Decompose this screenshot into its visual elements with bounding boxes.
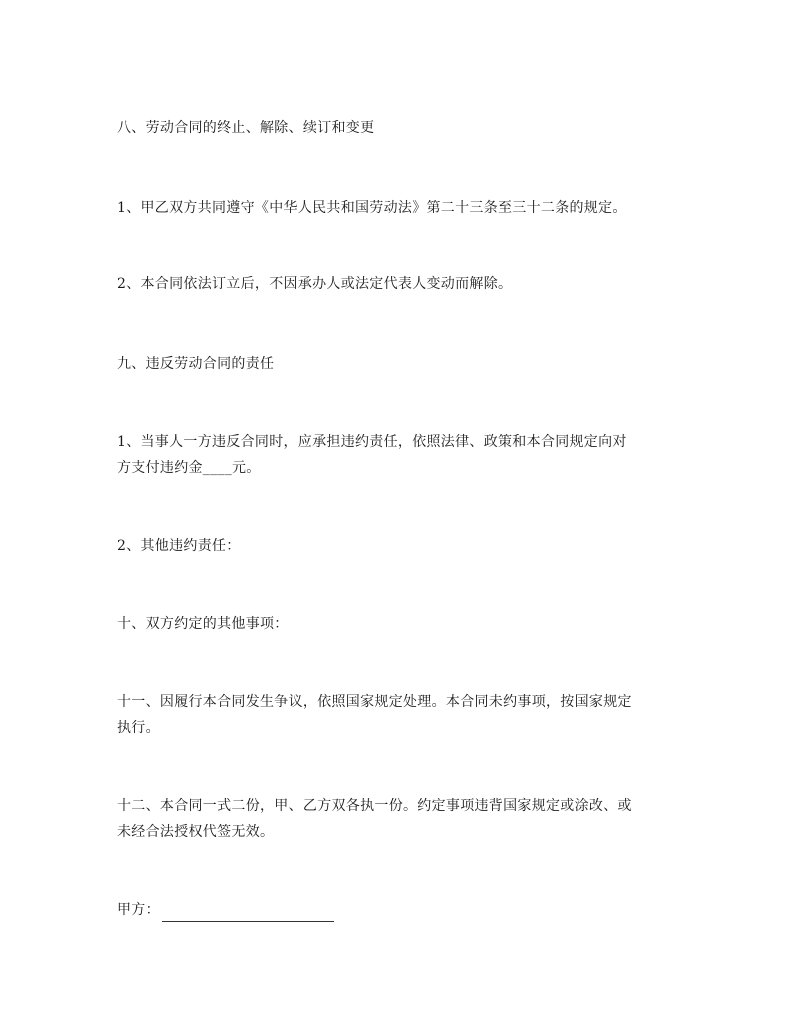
party-a-signature-blank[interactable] — [162, 905, 334, 922]
section-9-item-2: 2、其他违约责任： — [117, 538, 241, 554]
party-a-signature-row — [117, 898, 687, 922]
party-a-label: 甲方： — [117, 902, 160, 918]
section-11-line-1: 十一、因履行本合同发生争议，依照国家规定处理。本合同未约事项，按国家规定 — [117, 694, 632, 710]
section-12-line-2: 未经合法授权代签无效。 — [117, 824, 275, 840]
section-8-heading: 八、劳动合同的终止、解除、续订和变更 — [117, 120, 375, 136]
section-9-item-1-line-2: 方支付违约金____元。 — [117, 460, 261, 476]
section-11-line-2: 执行。 — [117, 720, 160, 736]
section-8-item-2: 2、本合同依法订立后，不因承办人或法定代表人变动而解除。 — [117, 276, 513, 292]
section-8-item-1: 1、甲乙双方共同遵守《中华人民共和国劳动法》第二十三条至三十二条的规定。 — [117, 200, 627, 216]
section-9-heading: 九、违反劳动合同的责任 — [117, 356, 275, 372]
section-12-line-1: 十二、本合同一式二份，甲、乙方双各执一份。约定事项违背国家规定或涂改、或 — [117, 798, 632, 814]
section-10-heading: 十、双方约定的其他事项： — [117, 616, 289, 632]
section-9-item-1-line-1: 1、当事人一方违反合同时，应承担违约责任，依照法律、政策和本合同规定向对 — [117, 434, 627, 450]
